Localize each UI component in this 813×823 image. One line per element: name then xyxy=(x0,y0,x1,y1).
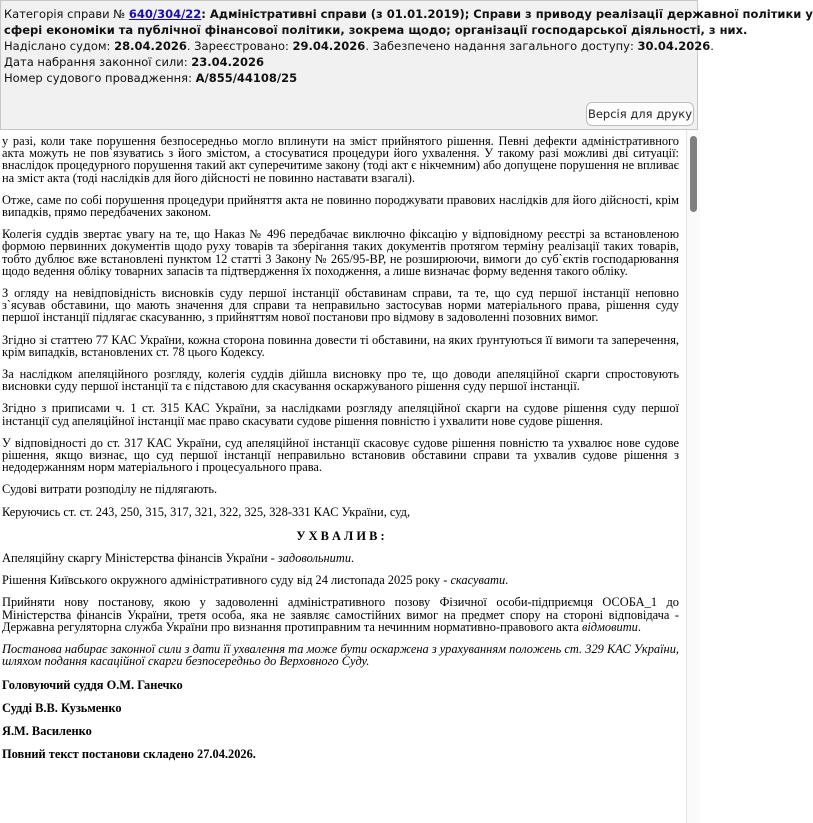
paragraph: Отже, саме по собі порушення процедури прийняття акта не повинно породжувати правових наслідків для його дійсності, крім випадків, прямо передбачених законом. xyxy=(2,192,679,220)
paragraph: У відповідності до ст. 317 КАС України, суд апеляційної інстанції скасовує судове рішення повністю та ухвалює нове судове рішення, якщо визнає, що суд першої інстанції неправильно встановив обставини справи та ухвалив судове рішення з недодержанням норм матеріального і процесуального права. xyxy=(2,435,679,475)
category-label: Категорія справи № xyxy=(4,7,126,21)
proceeding-number: А/855/44108/25 xyxy=(195,71,298,85)
sent-date: 28.04.2026 xyxy=(114,39,187,53)
access-date: 30.04.2026 xyxy=(637,39,711,53)
judge-3: Я.М. Василенко xyxy=(2,723,92,738)
paragraph: Керуючись ст. ст. 243, 250, 315, 317, 321, 322, 325, 328-331 КАС України, суд, xyxy=(2,504,411,519)
proceeding-line xyxy=(4,70,297,86)
effective-note: Постанова набирає законної сили з дати її ухвалення та може бути оскаржена з урахуванням положень ст. 329 КАС України, шляхом подання касаційної скарги безпосередньо до Верховного Суду. xyxy=(2,642,679,669)
paragraph: Згідно з приписами ч. 1 ст. 315 КАС України, за наслідками розгляду апеляційної скарги на судове рішення суду першої інстанції суд апеляційної інстанції має право скасувати судове рішення повністю і ухвалити нове судове рішення. xyxy=(2,401,679,428)
judges: Судді В.В. Кузьменко xyxy=(2,700,122,715)
effective-label: Дата набрання законної сили: xyxy=(4,55,192,69)
paragraph: З огляду на невідповідність висновків суду першої інстанції обставинам справи, та те, що суд першої інстанції неповно з`ясував обставини, що мають значення для справи та неправильно застосував норми матеріального права, рішення суду першої інстанції підлягає скасуванню, з прийняттям нової постанови про відмову в задоволенні позовних вимог. xyxy=(2,286,679,325)
ruling-new-decision: Прийняти нову постанову, якою у задоволенні адміністративного позову Фізичної особи-підприємця ОСОБА_1 до Міністерства фінансів України, третя особа, яка не заявляє самостійних вимог на предмет спору на стороні відповідача - Державна регуляторна служба України про визнання протиправним та нечинним нормативно-правового акта відмовити. xyxy=(2,595,679,634)
judge-presiding: Головуючий суддя О.М. Ганечко xyxy=(2,677,183,692)
registered-label: . Зареєстровано: xyxy=(186,39,293,53)
paragraph: Згідно зі статтею 77 КАС України, кожна сторона повинна довести ті обставини, на яких ґрунтуються її вимоги та заперечення, крім випадків, встановлених ст. 78 цього Кодексу. xyxy=(2,332,679,359)
case-category-line-2 xyxy=(4,22,747,38)
category-text: : Адміністративні справи (з 01.01.2019); Справи з приводу реалізації державної політики у xyxy=(201,7,813,21)
paragraph: у разі, коли таке порушення безпосередньо могло вплинути на зміст прийнятого рішення. Певні дефекти адміністративного акта можуть не пов`язуватись з його змістом, а стосуватися процедури його ухвалення. У такому разі можливі дві ситуації: внаслідок процедурного порушення такий акт суперечитиме закону (тоді акт є нікчемним) або допущене порушення не впливає на зміст акта (тоді наслідків для його дійсності не повинно наставати взагалі). xyxy=(2,134,679,185)
proceeding-label: Номер судового провадження: xyxy=(4,71,196,85)
paragraph: Колегія суддів звертає увагу на те, що Наказ № 496 передбачає виключно фіксацію у відповідному реєстрі за встановленою формою первинних документів щодо руху товарів та зберігання таких документів протягом терміну реалізації таких товарів, тобто дублює вже встановлені пунктом 12 статті 3 Закону № 265/95-ВР, не розширюючи, вимоги до суб`єктів господарювання щодо ведення обліку товарних запасів та підтвердження їх походження, а лише визначає форму ведення такого обліку. xyxy=(2,227,679,278)
access-label: . Забезпечено надання загального доступу: xyxy=(365,39,638,53)
paragraph: Судові витрати розподілу не підлягають. xyxy=(2,482,218,497)
effective-date-line xyxy=(4,54,264,70)
document-content xyxy=(2,130,679,760)
case-category-line xyxy=(4,6,813,22)
effective-date: 23.04.2026 xyxy=(191,55,265,69)
paragraph: За наслідком апеляційного розгляду, колегія суддів дійшла висновку про те, що доводи апеляційної скарги спростовують висновки суду першої інстанції та є підставою для скасування оскаржуваного рішення суду першої інстанції. xyxy=(2,367,679,394)
vertical-scrollbar[interactable] xyxy=(686,130,700,823)
ruling-appeal: Апеляційну скаргу Міністерства фінансів України - задовольнити. xyxy=(2,551,355,566)
full-text-date: Повний текст постанови складено 27.04.2026. xyxy=(2,747,256,762)
dates-line: Надіслано судом: 28.04.2026. Зареєстровано: 29.04.2026. Забезпечено надання загального доступу: 30.04.2026. xyxy=(4,39,714,53)
case-number-link[interactable]: 640/304/22 xyxy=(128,7,202,21)
sent-label: Надіслано судом: xyxy=(4,39,115,53)
document-body xyxy=(0,130,686,823)
category-text-2: сфері економіки та публічної фінансової політики, зокрема щодо; організації господарської діяльності, з них. xyxy=(4,23,748,37)
scrollbar-thumb[interactable] xyxy=(690,136,697,212)
registered-date: 29.04.2026 xyxy=(292,39,366,53)
ruling-annul: Рішення Київського окружного адміністративного суду від 24 листопада 2025 року - скасувати. xyxy=(2,573,509,588)
resolved-heading: У Х В А Л И В : xyxy=(296,528,385,543)
print-version-button[interactable]: Версія для друку xyxy=(586,102,694,126)
